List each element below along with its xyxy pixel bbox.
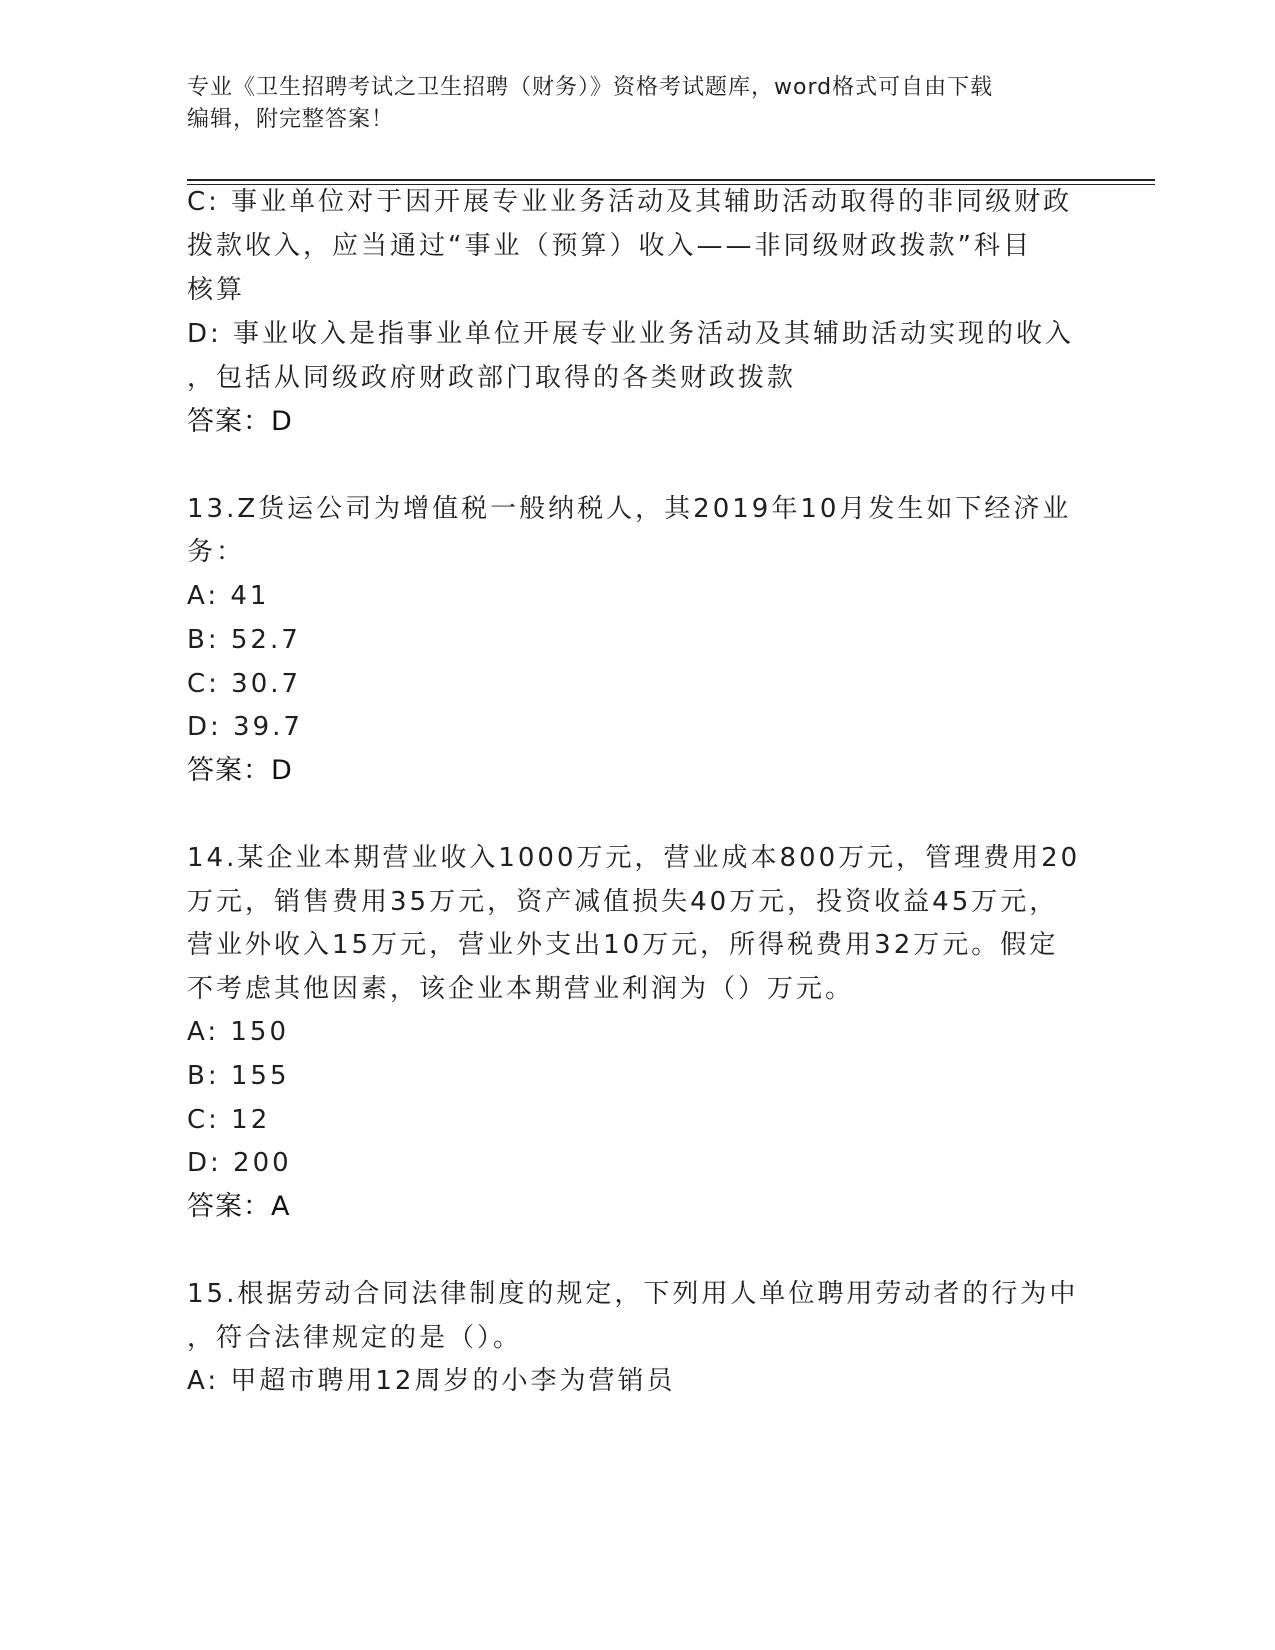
q14-option-c: C: 12 [187,1105,271,1135]
q13-option-c: C: 30.7 [187,669,302,699]
q14-stem-line-3: 营业外收入15万元，营业外支出10万元，所得税费用32万元。假定 [187,930,1059,960]
q13-stem-line-1: 13.Z货运公司为增值税一般纳税人，其2019年10月发生如下经济业 [187,494,1072,524]
q13-option-d: D: 39.7 [187,712,303,742]
q13-option-b: B: 52.7 [187,625,301,655]
q12-option-d-line-1: D: 事业收入是指事业单位开展专业业务活动及其辅助活动实现的收入 [187,319,1075,349]
q12-option-c-line-3: 核算 [187,275,246,305]
q13-stem-line-2: 务： [187,537,246,567]
q12-answer: 答案：D [187,406,293,437]
header-rule-thick [187,179,1155,181]
q14-stem-line-1: 14.某企业本期营业收入1000万元，营业成本800万元，管理费用20 [187,843,1081,873]
q12-option-c-line-1: C: 事业单位对于因开展专业业务活动及其辅助活动取得的非同级财政 [187,187,1073,217]
q15-option-a: A: 甲超市聘用12周岁的小李为营销员 [187,1366,676,1396]
header-line-2: 编辑，附完整答案！ [187,107,395,132]
q14-answer: 答案：A [187,1191,291,1222]
q12-option-c-line-2: 拨款收入，应当通过“事业（预算）收入——非同级财政拨款”科目 [187,231,1032,261]
q14-stem-line-2: 万元，销售费用35万元，资产减值损失40万元，投资收益45万元， [187,887,1059,917]
document-header [187,72,1067,136]
q15-stem-line-2: ，符合法律规定的是（）。 [187,1323,523,1353]
header-line-1: 专业《卫生招聘考试之卫生招聘（财务）》资格考试题库，word格式可自由下载 [187,75,994,100]
q14-option-a: A: 150 [187,1017,289,1047]
q14-option-d: D: 200 [187,1148,292,1178]
q13-option-a: A: 41 [187,581,270,611]
q14-stem-line-4: 不考虑其他因素，该企业本期营业利润为（）万元。 [187,974,855,1004]
q12-option-d-line-2: ，包括从同级政府财政部门取得的各类财政拨款 [187,363,797,393]
q14-option-b: B: 155 [187,1061,290,1091]
q13-answer: 答案：D [187,755,293,786]
q15-stem-line-1: 15.根据劳动合同法律制度的规定，下列用人单位聘用劳动者的行为中 [187,1279,1079,1309]
